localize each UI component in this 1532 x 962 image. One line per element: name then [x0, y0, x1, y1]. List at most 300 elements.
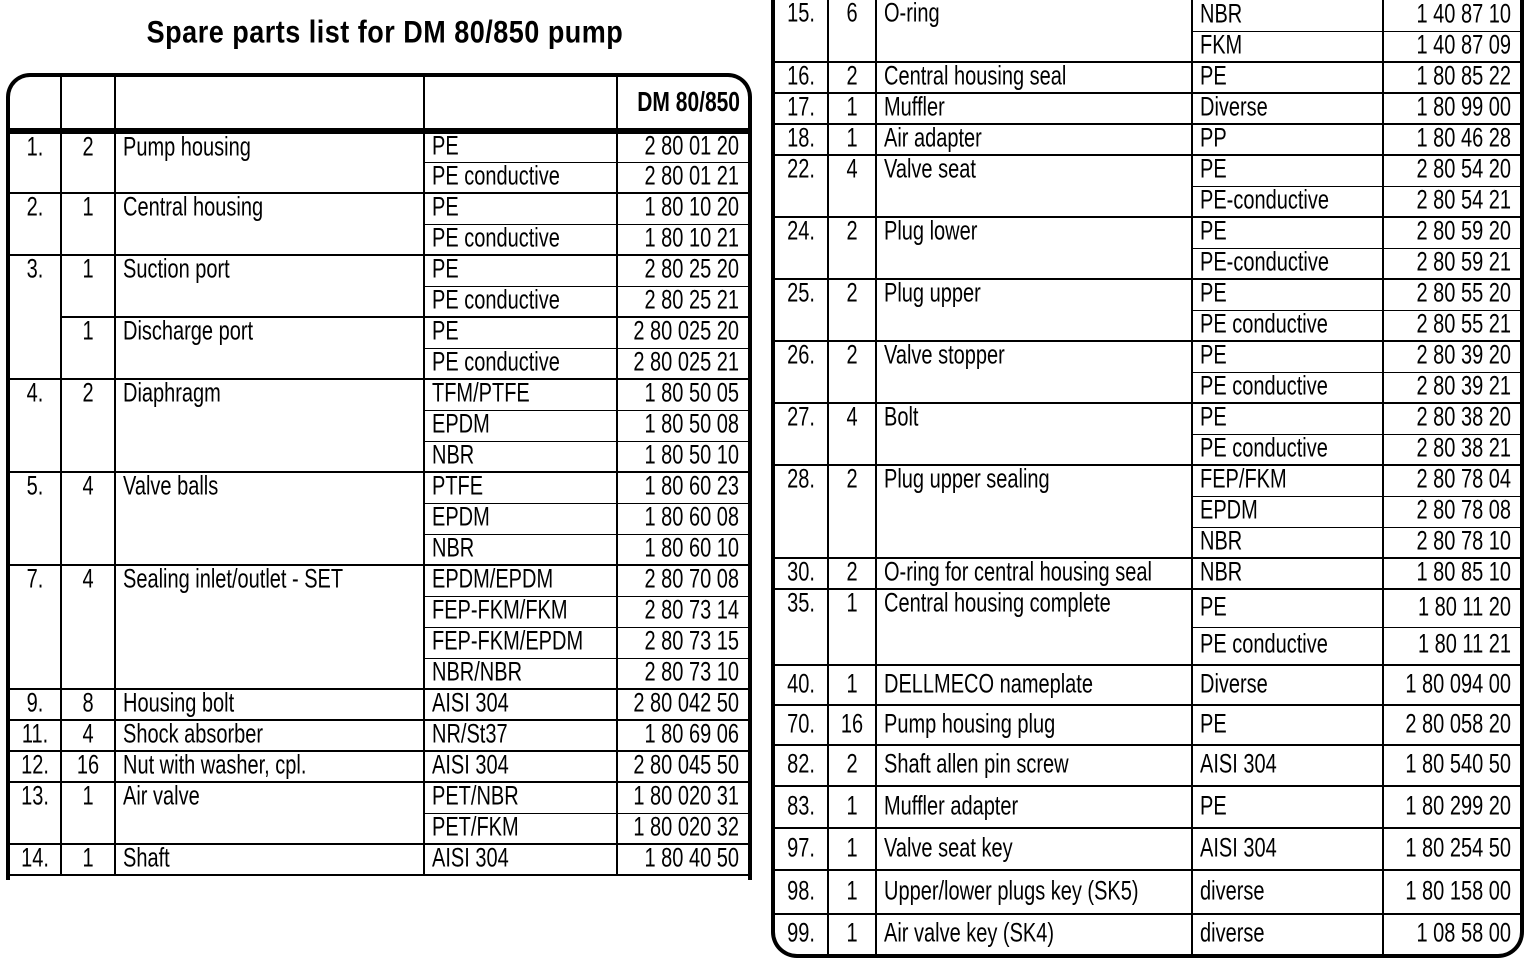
row-number-cell-text: 22. — [787, 155, 815, 185]
material-cell-text: PE — [432, 255, 459, 285]
material-cell — [1192, 434, 1383, 465]
material-cell — [1192, 124, 1383, 155]
row-number-cell-text: 83. — [787, 791, 815, 821]
material-cell-text: EPDM — [1200, 496, 1258, 526]
row-number-cell-text: 4. — [26, 379, 44, 409]
left-table-header — [10, 77, 748, 131]
part-number-cell-text: 1 80 11 20 — [1417, 592, 1511, 622]
material-cell-text: PE — [1200, 709, 1227, 739]
column-header-empty-name — [115, 77, 424, 131]
material-cell-text: PE — [1200, 279, 1227, 309]
part-number-cell — [617, 534, 748, 565]
material-cell — [424, 751, 617, 782]
row-number-cell — [775, 62, 828, 93]
part-name-cell — [876, 217, 1192, 279]
part-number-cell — [1383, 279, 1520, 310]
parts-table-row — [10, 720, 748, 751]
part-number-cell-text: 1 80 020 32 — [633, 812, 739, 842]
quantity-cell — [828, 745, 876, 786]
quantity-cell-text: 2 — [82, 133, 94, 163]
quantity-cell — [828, 465, 876, 558]
material-cell-text: PE — [1200, 791, 1227, 821]
material-cell — [424, 844, 617, 875]
part-name-cell — [876, 124, 1192, 155]
part-number-cell-text: 2 80 70 08 — [644, 565, 739, 595]
part-number-cell — [1383, 665, 1520, 705]
material-cell-text: PE conductive — [432, 347, 560, 377]
part-number-cell-text: 2 80 78 04 — [1416, 465, 1511, 495]
material-cell-text: FKM — [1200, 30, 1243, 60]
row-number-cell — [775, 705, 828, 745]
material-cell — [1192, 745, 1383, 786]
material-cell — [424, 689, 617, 720]
material-cell — [1192, 341, 1383, 372]
part-name-cell-text: Muffler — [884, 93, 945, 123]
material-cell — [1192, 589, 1383, 627]
part-number-cell — [617, 379, 748, 410]
quantity-cell — [61, 255, 115, 317]
quantity-cell — [828, 62, 876, 93]
row-number-cell — [10, 472, 61, 565]
part-name-cell — [115, 193, 424, 255]
part-number-cell-text: 1 80 540 50 — [1405, 750, 1511, 780]
material-cell-text: PE — [1200, 592, 1227, 622]
material-cell-text: PET/NBR — [432, 782, 519, 812]
header-row — [10, 77, 748, 131]
quantity-cell-text: 2 — [846, 279, 858, 309]
row-number-cell-text: 26. — [787, 341, 815, 371]
material-cell-text: NBR — [1200, 558, 1243, 588]
quantity-cell-text: 4 — [82, 720, 94, 750]
quantity-cell — [828, 155, 876, 217]
quantity-cell — [828, 124, 876, 155]
row-number-cell-text: 16. — [787, 62, 815, 92]
material-cell — [424, 658, 617, 689]
parts-table-row — [10, 472, 748, 503]
quantity-cell-text: 1 — [846, 589, 858, 619]
left-parts-table-panel — [6, 73, 752, 880]
row-number-cell-text: 40. — [787, 669, 815, 699]
quantity-cell-text: 1 — [82, 255, 94, 285]
quantity-cell-text: 2 — [846, 62, 858, 92]
part-number-cell — [617, 224, 748, 255]
row-number-cell-text: 25. — [787, 279, 815, 309]
part-number-cell-text: 2 80 55 21 — [1416, 309, 1511, 339]
part-number-cell-text: 2 80 39 20 — [1416, 341, 1511, 371]
page-title — [0, 13, 770, 50]
part-number-cell — [617, 627, 748, 658]
part-number-cell-text: 2 80 25 21 — [644, 285, 739, 315]
row-number-cell-text: 12. — [21, 751, 49, 781]
part-name-cell — [115, 472, 424, 565]
material-cell — [1192, 0, 1383, 31]
part-number-cell — [617, 193, 748, 224]
material-cell-text: FEP-FKM/FKM — [432, 596, 568, 626]
part-number-cell-text: 2 80 59 21 — [1416, 247, 1511, 277]
part-number-cell-text: 2 80 59 20 — [1416, 217, 1511, 247]
part-number-cell — [1383, 914, 1520, 954]
material-cell — [1192, 248, 1383, 279]
row-number-cell — [775, 870, 828, 914]
part-number-cell-text: 2 80 55 20 — [1416, 279, 1511, 309]
quantity-cell — [61, 751, 115, 782]
part-name-cell — [115, 720, 424, 751]
part-number-cell — [1383, 589, 1520, 627]
part-number-cell — [617, 782, 748, 813]
row-number-cell — [775, 341, 828, 403]
row-number-cell-text: 11. — [21, 720, 49, 750]
material-cell — [1192, 914, 1383, 954]
parts-table-row — [775, 870, 1520, 914]
part-number-cell-text: 1 40 87 09 — [1416, 30, 1511, 60]
quantity-cell-text: 1 — [82, 844, 94, 874]
right-table-body — [775, 0, 1520, 954]
material-cell-text: FEP/FKM — [1200, 465, 1287, 495]
part-name-cell-text: Central housing seal — [884, 62, 1067, 92]
part-number-cell — [1383, 434, 1520, 465]
parts-table-row — [775, 62, 1520, 93]
part-name-cell-text: Sealing inlet/outlet - SET — [123, 565, 344, 595]
parts-table-row — [10, 782, 748, 813]
column-header-empty-no — [10, 77, 61, 131]
material-cell-text: PTFE — [432, 472, 484, 502]
parts-table-row — [775, 914, 1520, 954]
material-cell — [1192, 665, 1383, 705]
part-number-cell-text: 2 80 01 21 — [644, 161, 739, 191]
part-number-cell-text: 2 80 38 21 — [1416, 433, 1511, 463]
row-number-cell — [775, 93, 828, 124]
material-cell — [424, 193, 617, 224]
parts-table-row — [775, 745, 1520, 786]
part-number-cell — [617, 441, 748, 472]
quantity-cell — [828, 589, 876, 665]
parts-table-row — [775, 403, 1520, 434]
material-cell — [424, 813, 617, 844]
part-number-cell — [617, 286, 748, 317]
material-cell — [1192, 527, 1383, 558]
quantity-cell — [828, 93, 876, 124]
part-number-cell-text: 2 80 78 08 — [1416, 496, 1511, 526]
part-number-cell — [617, 472, 748, 503]
row-number-cell-text: 98. — [787, 876, 815, 906]
material-cell-text: AISI 304 — [432, 751, 509, 781]
quantity-cell — [828, 403, 876, 465]
part-name-cell — [876, 786, 1192, 828]
quantity-cell-text: 1 — [846, 876, 858, 906]
part-number-cell — [1383, 828, 1520, 870]
part-number-cell-text: 1 80 254 50 — [1405, 833, 1511, 863]
part-name-cell — [115, 565, 424, 689]
material-cell-text: diverse — [1200, 876, 1265, 906]
row-number-cell — [10, 782, 61, 844]
quantity-cell — [61, 317, 115, 379]
row-number-cell — [775, 589, 828, 665]
material-cell — [1192, 279, 1383, 310]
quantity-cell-text: 2 — [846, 341, 858, 371]
row-number-cell-text: 14. — [21, 844, 49, 874]
parts-table-row — [775, 465, 1520, 496]
row-number-cell — [10, 565, 61, 689]
material-cell-text: PE — [1200, 155, 1227, 185]
part-number-cell — [1383, 870, 1520, 914]
part-number-cell-text: 2 80 73 10 — [644, 657, 739, 687]
part-number-cell — [1383, 186, 1520, 217]
right-parts-table — [775, 0, 1520, 954]
parts-table-row — [10, 844, 748, 875]
quantity-cell-text: 1 — [846, 833, 858, 863]
row-number-cell — [10, 844, 61, 875]
material-cell — [1192, 217, 1383, 248]
material-cell — [424, 410, 617, 441]
quantity-cell — [828, 665, 876, 705]
row-number-cell-text: 3. — [26, 255, 44, 285]
part-number-cell-text: 1 80 46 28 — [1416, 124, 1511, 154]
material-cell-text: diverse — [1200, 919, 1265, 949]
part-number-cell-text: 1 80 85 10 — [1416, 558, 1511, 588]
part-number-cell — [617, 565, 748, 596]
part-number-cell-text: 2 80 042 50 — [633, 689, 739, 719]
part-name-cell — [115, 131, 424, 193]
parts-table-row — [10, 317, 748, 348]
part-number-cell — [617, 813, 748, 844]
part-name-cell — [876, 62, 1192, 93]
material-cell-text: NBR — [1200, 526, 1243, 556]
row-number-cell — [775, 665, 828, 705]
part-number-cell-text: 1 80 020 31 — [633, 782, 739, 812]
row-number-cell-text: 15. — [787, 0, 815, 29]
part-name-cell — [876, 745, 1192, 786]
part-name-cell — [115, 379, 424, 472]
quantity-cell — [61, 720, 115, 751]
part-number-cell-text: 2 80 39 21 — [1416, 371, 1511, 401]
part-number-cell-text: 2 80 38 20 — [1416, 403, 1511, 433]
quantity-cell-text: 1 — [846, 124, 858, 154]
row-number-cell — [775, 403, 828, 465]
material-cell — [424, 379, 617, 410]
row-number-cell — [775, 279, 828, 341]
part-name-cell-text: Plug upper sealing — [884, 465, 1050, 495]
material-cell-text: PE — [1200, 403, 1227, 433]
material-cell-text: PET/FKM — [432, 812, 519, 842]
parts-table-row — [775, 341, 1520, 372]
material-cell — [424, 596, 617, 627]
row-number-cell — [10, 720, 61, 751]
part-name-cell — [876, 589, 1192, 665]
material-cell-text: NR/St37 — [432, 720, 508, 750]
row-number-cell — [775, 558, 828, 589]
part-number-cell-text: 1 80 10 21 — [644, 223, 739, 253]
part-number-cell-text: 1 80 094 00 — [1405, 669, 1511, 699]
quantity-cell — [61, 379, 115, 472]
row-number-cell-text: 82. — [787, 750, 815, 780]
parts-table-row — [775, 217, 1520, 248]
part-name-cell-text: Bolt — [884, 403, 919, 433]
part-number-cell-text: 2 80 025 21 — [633, 347, 739, 377]
row-number-cell — [775, 217, 828, 279]
part-number-cell — [617, 410, 748, 441]
material-cell — [424, 534, 617, 565]
row-number-cell — [775, 465, 828, 558]
part-number-cell — [1383, 155, 1520, 186]
part-name-cell — [876, 665, 1192, 705]
part-number-cell-text: 1 80 99 00 — [1416, 93, 1511, 123]
part-number-cell-text: 2 80 78 10 — [1416, 526, 1511, 556]
material-cell-text: PE — [432, 193, 459, 223]
parts-table-row — [10, 751, 748, 782]
quantity-cell — [61, 782, 115, 844]
material-cell — [1192, 372, 1383, 403]
row-number-cell-text: 7. — [26, 565, 44, 595]
part-name-cell-text: DELLMECO nameplate — [884, 669, 1093, 699]
row-number-cell-text: 18. — [787, 124, 815, 154]
part-name-cell-text: Nut with washer, cpl. — [123, 751, 307, 781]
quantity-cell-text: 1 — [846, 93, 858, 123]
part-name-cell — [115, 751, 424, 782]
quantity-cell-text: 4 — [82, 565, 94, 595]
part-number-cell-text: 1 80 158 00 — [1405, 876, 1511, 906]
row-number-cell — [10, 379, 61, 472]
part-number-cell — [1383, 558, 1520, 589]
material-cell-text: EPDM — [432, 503, 490, 533]
material-cell-text: Diverse — [1200, 93, 1268, 123]
quantity-cell-text: 1 — [846, 791, 858, 821]
part-number-cell — [617, 720, 748, 751]
part-number-cell-text: 2 80 058 20 — [1405, 709, 1511, 739]
part-name-cell — [876, 705, 1192, 745]
row-number-cell — [775, 124, 828, 155]
part-number-cell-text: 1 80 50 10 — [644, 440, 739, 470]
part-name-cell — [876, 465, 1192, 558]
part-number-cell-text: 2 80 25 20 — [644, 255, 739, 285]
part-name-cell — [115, 255, 424, 317]
part-number-cell — [617, 689, 748, 720]
material-cell-text: PE conductive — [1200, 433, 1328, 463]
material-cell — [424, 627, 617, 658]
part-name-cell-text: Air adapter — [884, 124, 982, 154]
row-number-cell-text: 28. — [787, 465, 815, 495]
parts-table-row — [775, 0, 1520, 31]
part-name-cell-text: Central housing — [123, 193, 264, 223]
material-cell — [424, 348, 617, 379]
material-cell — [1192, 465, 1383, 496]
quantity-cell-text: 4 — [846, 403, 858, 433]
part-number-cell-text: 1 80 11 21 — [1417, 630, 1511, 660]
material-cell — [424, 441, 617, 472]
quantity-cell-text: 6 — [846, 0, 858, 29]
part-number-cell-text: 1 80 60 10 — [644, 533, 739, 563]
row-number-cell-text: 97. — [787, 833, 815, 863]
row-number-cell — [10, 193, 61, 255]
part-number-cell-text: 2 80 045 50 — [633, 751, 739, 781]
material-cell — [424, 317, 617, 348]
part-name-cell-text: Plug upper — [884, 279, 981, 309]
part-number-cell-text: 1 80 69 06 — [644, 720, 739, 750]
quantity-cell-text: 2 — [82, 379, 94, 409]
material-cell-text: NBR — [1200, 0, 1243, 29]
parts-table-row — [775, 705, 1520, 745]
material-cell-text: AISI 304 — [432, 689, 509, 719]
material-cell — [1192, 403, 1383, 434]
row-number-cell-text: 13. — [21, 782, 49, 812]
part-number-cell — [617, 131, 748, 162]
part-name-cell — [876, 558, 1192, 589]
material-cell — [1192, 828, 1383, 870]
quantity-cell-text: 1 — [846, 669, 858, 699]
quantity-cell — [61, 689, 115, 720]
part-number-cell — [617, 503, 748, 534]
part-number-cell-text: 2 80 73 15 — [644, 627, 739, 657]
parts-table-row — [775, 558, 1520, 589]
material-cell-text: EPDM — [432, 410, 490, 440]
quantity-cell — [828, 705, 876, 745]
material-cell-text: PE — [1200, 62, 1227, 92]
part-number-cell — [1383, 527, 1520, 558]
row-number-cell — [775, 155, 828, 217]
quantity-cell — [61, 565, 115, 689]
quantity-cell — [828, 217, 876, 279]
material-cell — [1192, 31, 1383, 62]
part-name-cell-text: Diaphragm — [123, 379, 221, 409]
part-name-cell-text: Pump housing — [123, 133, 251, 163]
part-number-cell-text: 1 80 50 05 — [644, 379, 739, 409]
quantity-cell — [828, 914, 876, 954]
quantity-cell — [61, 472, 115, 565]
quantity-cell — [61, 193, 115, 255]
part-number-cell-text: 1 80 60 08 — [644, 503, 739, 533]
part-name-cell — [115, 317, 424, 379]
part-number-cell-text: 1 80 85 22 — [1416, 62, 1511, 92]
row-number-cell-text: 27. — [787, 403, 815, 433]
part-name-cell — [876, 403, 1192, 465]
part-number-cell — [1383, 31, 1520, 62]
part-name-cell-text: O-ring for central housing seal — [884, 558, 1152, 588]
material-cell-text: PE — [432, 132, 459, 162]
material-cell — [424, 162, 617, 193]
column-header-empty-qty — [61, 77, 115, 131]
quantity-cell-text: 1 — [82, 317, 94, 347]
material-cell — [424, 224, 617, 255]
part-name-cell-text: Shock absorber — [123, 720, 264, 750]
material-cell-text: PE — [1200, 341, 1227, 371]
quantity-cell-text: 2 — [846, 750, 858, 780]
part-number-cell-text: 2 80 025 20 — [633, 317, 739, 347]
row-number-cell — [10, 255, 61, 379]
part-number-cell — [1383, 62, 1520, 93]
row-number-cell — [775, 0, 828, 62]
row-number-cell-text: 35. — [787, 589, 815, 619]
quantity-cell — [828, 828, 876, 870]
quantity-cell-text: 8 — [82, 689, 94, 719]
quantity-cell — [61, 844, 115, 875]
row-number-cell — [775, 786, 828, 828]
row-number-cell — [775, 914, 828, 954]
part-number-cell — [617, 844, 748, 875]
quantity-cell — [828, 558, 876, 589]
row-number-cell-text: 2. — [26, 193, 44, 223]
part-number-cell — [1383, 786, 1520, 828]
material-cell-text: PE conductive — [1200, 371, 1328, 401]
material-cell — [424, 720, 617, 751]
material-cell-text: AISI 304 — [1200, 833, 1277, 863]
quantity-cell — [828, 279, 876, 341]
row-number-cell-text: 70. — [787, 709, 815, 739]
material-cell-text: PE conductive — [432, 285, 560, 315]
part-name-cell-text: Central housing complete — [884, 589, 1111, 619]
part-number-cell — [1383, 705, 1520, 745]
quantity-cell-text: 4 — [846, 155, 858, 185]
part-name-cell-text: Housing bolt — [123, 689, 235, 719]
row-number-cell-text: 9. — [26, 689, 44, 719]
